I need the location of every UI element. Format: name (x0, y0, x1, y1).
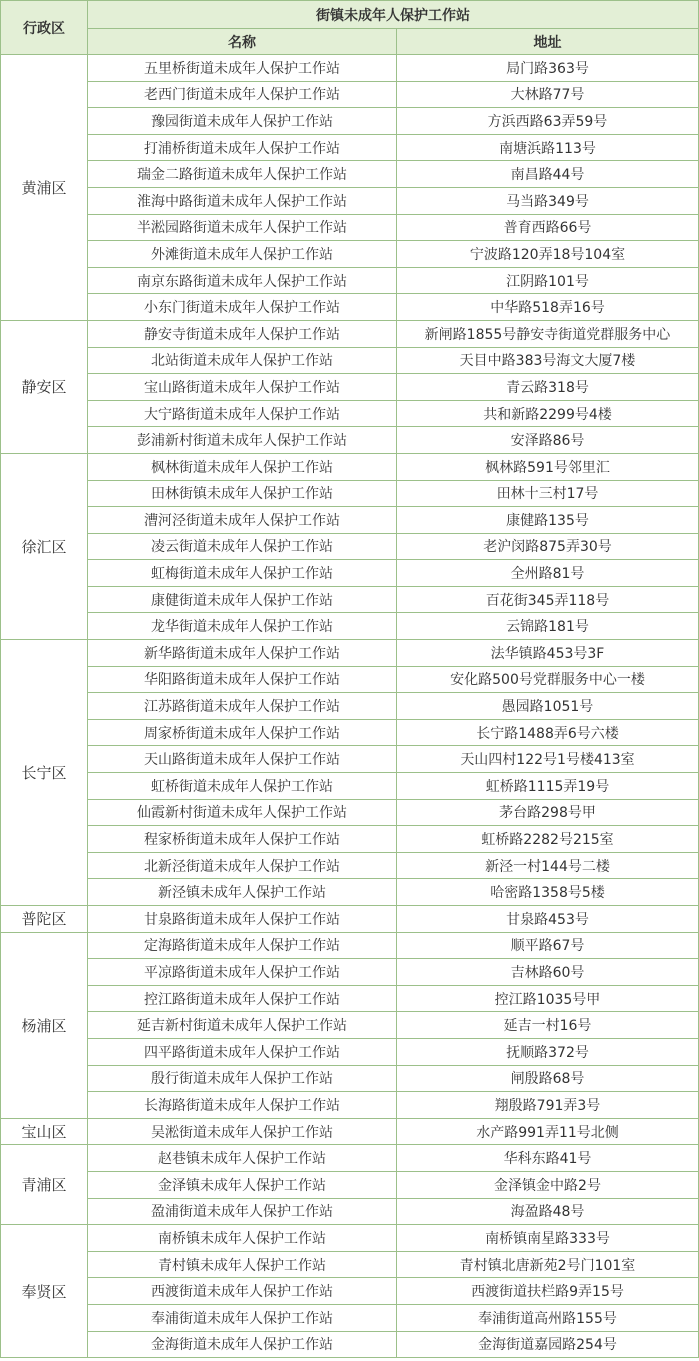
address-header: 地址 (397, 29, 699, 55)
table-row (1, 1118, 699, 1145)
table-row (1, 214, 699, 241)
station-name-cell: 外滩街道未成年人保护工作站 (88, 241, 397, 268)
station-name-cell: 虹梅街道未成年人保护工作站 (88, 560, 397, 587)
table-row (1, 560, 699, 587)
table-row (1, 134, 699, 161)
district-cell: 静安区 (1, 320, 88, 453)
table-row (1, 1331, 699, 1358)
station-name-cell: 北站街道未成年人保护工作站 (88, 347, 397, 374)
table-row (1, 985, 699, 1012)
station-address-cell: 共和新路2299号4楼 (397, 400, 699, 427)
station-address-cell: 中华路518弄16号 (397, 294, 699, 321)
table-row (1, 693, 699, 720)
table-row (1, 400, 699, 427)
station-name-cell: 西渡街道未成年人保护工作站 (88, 1278, 397, 1305)
table-row (1, 852, 699, 879)
table-row (1, 773, 699, 800)
station-name-cell: 金泽镇未成年人保护工作站 (88, 1171, 397, 1198)
station-address-cell: 西渡街道扶栏路9弄15号 (397, 1278, 699, 1305)
table-row (1, 1171, 699, 1198)
table-row (1, 613, 699, 640)
station-address-cell: 南昌路44号 (397, 161, 699, 188)
station-address-cell: 闸殷路68号 (397, 1065, 699, 1092)
station-name-cell: 盈浦街道未成年人保护工作站 (88, 1198, 397, 1225)
table-row (1, 55, 699, 82)
station-name-cell: 青村镇未成年人保护工作站 (88, 1251, 397, 1278)
table-row (1, 187, 699, 214)
table-row (1, 294, 699, 321)
table-row (1, 586, 699, 613)
station-address-cell: 局门路363号 (397, 55, 699, 82)
station-name-cell: 定海路街道未成年人保护工作站 (88, 932, 397, 959)
station-name-cell: 周家桥街道未成年人保护工作站 (88, 719, 397, 746)
name-header: 名称 (88, 29, 397, 55)
station-address-cell: 天山四村122号1号楼413室 (397, 746, 699, 773)
station-address-cell: 虹桥路2282号215室 (397, 826, 699, 853)
table-row (1, 1198, 699, 1225)
station-name-cell: 程家桥街道未成年人保护工作站 (88, 826, 397, 853)
station-address-cell: 枫林路591号邻里汇 (397, 453, 699, 480)
district-cell: 普陀区 (1, 906, 88, 933)
district-cell: 黄浦区 (1, 55, 88, 321)
station-name-cell: 五里桥街道未成年人保护工作站 (88, 55, 397, 82)
district-header: 行政区 (1, 1, 88, 55)
station-name-cell: 田林街镇未成年人保护工作站 (88, 480, 397, 507)
station-address-cell: 法华镇路453号3F (397, 640, 699, 667)
station-address-cell: 哈密路1358号5楼 (397, 879, 699, 906)
station-name-cell: 枫林街道未成年人保护工作站 (88, 453, 397, 480)
station-address-cell: 吉林路60号 (397, 959, 699, 986)
table-row (1, 453, 699, 480)
station-address-cell: 江阴路101号 (397, 267, 699, 294)
station-name-cell: 虹桥街道未成年人保护工作站 (88, 773, 397, 800)
station-address-cell: 水产路991弄11号北侧 (397, 1118, 699, 1145)
table-row (1, 108, 699, 135)
station-name-cell: 延吉新村街道未成年人保护工作站 (88, 1012, 397, 1039)
table-row (1, 826, 699, 853)
station-address-cell: 金泽镇金中路2号 (397, 1171, 699, 1198)
table-row (1, 1092, 699, 1119)
district-cell: 徐汇区 (1, 453, 88, 639)
station-address-cell: 全州路81号 (397, 560, 699, 587)
station-address-cell: 田林十三村17号 (397, 480, 699, 507)
station-address-cell: 南塘浜路113号 (397, 134, 699, 161)
table-row (1, 799, 699, 826)
district-cell: 宝山区 (1, 1118, 88, 1145)
station-name-cell: 奉浦街道未成年人保护工作站 (88, 1304, 397, 1331)
station-name-cell: 小东门街道未成年人保护工作站 (88, 294, 397, 321)
station-name-cell: 龙华街道未成年人保护工作站 (88, 613, 397, 640)
station-address-cell: 顺平路67号 (397, 932, 699, 959)
table-row (1, 746, 699, 773)
table-row (1, 719, 699, 746)
station-address-cell: 南桥镇南星路333号 (397, 1225, 699, 1252)
station-address-cell: 安泽路86号 (397, 427, 699, 454)
station-name-cell: 大宁路街道未成年人保护工作站 (88, 400, 397, 427)
table-row (1, 507, 699, 534)
station-name-cell: 漕河泾街道未成年人保护工作站 (88, 507, 397, 534)
station-address-cell: 宁波路120弄18号104室 (397, 241, 699, 268)
station-address-cell: 青云路318号 (397, 374, 699, 401)
station-name-cell: 长海路街道未成年人保护工作站 (88, 1092, 397, 1119)
station-name-cell: 新华路街道未成年人保护工作站 (88, 640, 397, 667)
table-row (1, 640, 699, 667)
table-row (1, 427, 699, 454)
station-name-cell: 凌云街道未成年人保护工作站 (88, 533, 397, 560)
station-address-cell: 甘泉路453号 (397, 906, 699, 933)
table-row (1, 1012, 699, 1039)
table-row (1, 347, 699, 374)
table-row (1, 1304, 699, 1331)
table-header (1, 1, 699, 55)
station-address-cell: 愚园路1051号 (397, 693, 699, 720)
district-cell: 长宁区 (1, 640, 88, 906)
table-row (1, 666, 699, 693)
station-name-cell: 康健街道未成年人保护工作站 (88, 586, 397, 613)
table-row (1, 959, 699, 986)
table-row (1, 241, 699, 268)
station-address-cell: 天目中路383号海文大厦7楼 (397, 347, 699, 374)
station-name-cell: 彭浦新村街道未成年人保护工作站 (88, 427, 397, 454)
table-row (1, 374, 699, 401)
station-address-cell: 新泾一村144号二楼 (397, 852, 699, 879)
station-name-cell: 淮海中路街道未成年人保护工作站 (88, 187, 397, 214)
station-address-cell: 华科东路41号 (397, 1145, 699, 1172)
station-name-cell: 四平路街道未成年人保护工作站 (88, 1038, 397, 1065)
station-name-cell: 打浦桥街道未成年人保护工作站 (88, 134, 397, 161)
table-row (1, 533, 699, 560)
station-address-cell: 抚顺路372号 (397, 1038, 699, 1065)
station-name-cell: 瑞金二路街道未成年人保护工作站 (88, 161, 397, 188)
station-name-cell: 新泾镇未成年人保护工作站 (88, 879, 397, 906)
station-address-cell: 方浜西路63弄59号 (397, 108, 699, 135)
station-name-cell: 豫园街道未成年人保护工作站 (88, 108, 397, 135)
station-address-cell: 翔殷路791弄3号 (397, 1092, 699, 1119)
station-address-cell: 茅台路298号甲 (397, 799, 699, 826)
station-address-cell: 延吉一村16号 (397, 1012, 699, 1039)
station-address-cell: 青村镇北唐新苑2号门101室 (397, 1251, 699, 1278)
station-name-cell: 半淞园路街道未成年人保护工作站 (88, 214, 397, 241)
district-cell: 杨浦区 (1, 932, 88, 1118)
station-name-cell: 赵巷镇未成年人保护工作站 (88, 1145, 397, 1172)
station-address-cell: 长宁路1488弄6号六楼 (397, 719, 699, 746)
station-name-cell: 宝山路街道未成年人保护工作站 (88, 374, 397, 401)
district-cell: 奉贤区 (1, 1225, 88, 1358)
table-row (1, 480, 699, 507)
station-name-cell: 殷行街道未成年人保护工作站 (88, 1065, 397, 1092)
table-row (1, 932, 699, 959)
station-address-cell: 云锦路181号 (397, 613, 699, 640)
table-row (1, 161, 699, 188)
table-row (1, 879, 699, 906)
station-name-cell: 老西门街道未成年人保护工作站 (88, 81, 397, 108)
station-name-cell: 静安寺街道未成年人保护工作站 (88, 320, 397, 347)
station-address-cell: 老沪闵路875弄30号 (397, 533, 699, 560)
table-row (1, 267, 699, 294)
table-body (1, 55, 699, 1358)
table-row (1, 1225, 699, 1252)
table-row (1, 320, 699, 347)
station-name-cell: 仙霞新村街道未成年人保护工作站 (88, 799, 397, 826)
station-address-cell: 金海街道嘉园路254号 (397, 1331, 699, 1358)
table-title: 街镇未成年人保护工作站 (88, 1, 699, 29)
station-name-cell: 金海街道未成年人保护工作站 (88, 1331, 397, 1358)
station-address-cell: 康健路135号 (397, 507, 699, 534)
station-address-cell: 百花街345弄118号 (397, 586, 699, 613)
station-address-cell: 安化路500号党群服务中心一楼 (397, 666, 699, 693)
table-row (1, 1251, 699, 1278)
station-address-cell: 奉浦街道高州路155号 (397, 1304, 699, 1331)
station-address-cell: 新闸路1855号静安寺街道党群服务中心 (397, 320, 699, 347)
station-address-cell: 虹桥路1115弄19号 (397, 773, 699, 800)
table-row (1, 1278, 699, 1305)
table-row (1, 1145, 699, 1172)
table-row (1, 1038, 699, 1065)
table-row (1, 1065, 699, 1092)
station-name-cell: 北新泾街道未成年人保护工作站 (88, 852, 397, 879)
station-name-cell: 南京东路街道未成年人保护工作站 (88, 267, 397, 294)
station-name-cell: 南桥镇未成年人保护工作站 (88, 1225, 397, 1252)
station-address-cell: 控江路1035号甲 (397, 985, 699, 1012)
station-name-cell: 华阳路街道未成年人保护工作站 (88, 666, 397, 693)
station-name-cell: 平凉路街道未成年人保护工作站 (88, 959, 397, 986)
district-cell: 青浦区 (1, 1145, 88, 1225)
station-address-cell: 大林路77号 (397, 81, 699, 108)
station-name-cell: 江苏路街道未成年人保护工作站 (88, 693, 397, 720)
table-row (1, 81, 699, 108)
station-address-cell: 马当路349号 (397, 187, 699, 214)
table-row (1, 906, 699, 933)
station-address-cell: 普育西路66号 (397, 214, 699, 241)
station-name-cell: 吴淞街道未成年人保护工作站 (88, 1118, 397, 1145)
station-name-cell: 控江路街道未成年人保护工作站 (88, 985, 397, 1012)
station-name-cell: 天山路街道未成年人保护工作站 (88, 746, 397, 773)
station-name-cell: 甘泉路街道未成年人保护工作站 (88, 906, 397, 933)
station-address-cell: 海盈路48号 (397, 1198, 699, 1225)
